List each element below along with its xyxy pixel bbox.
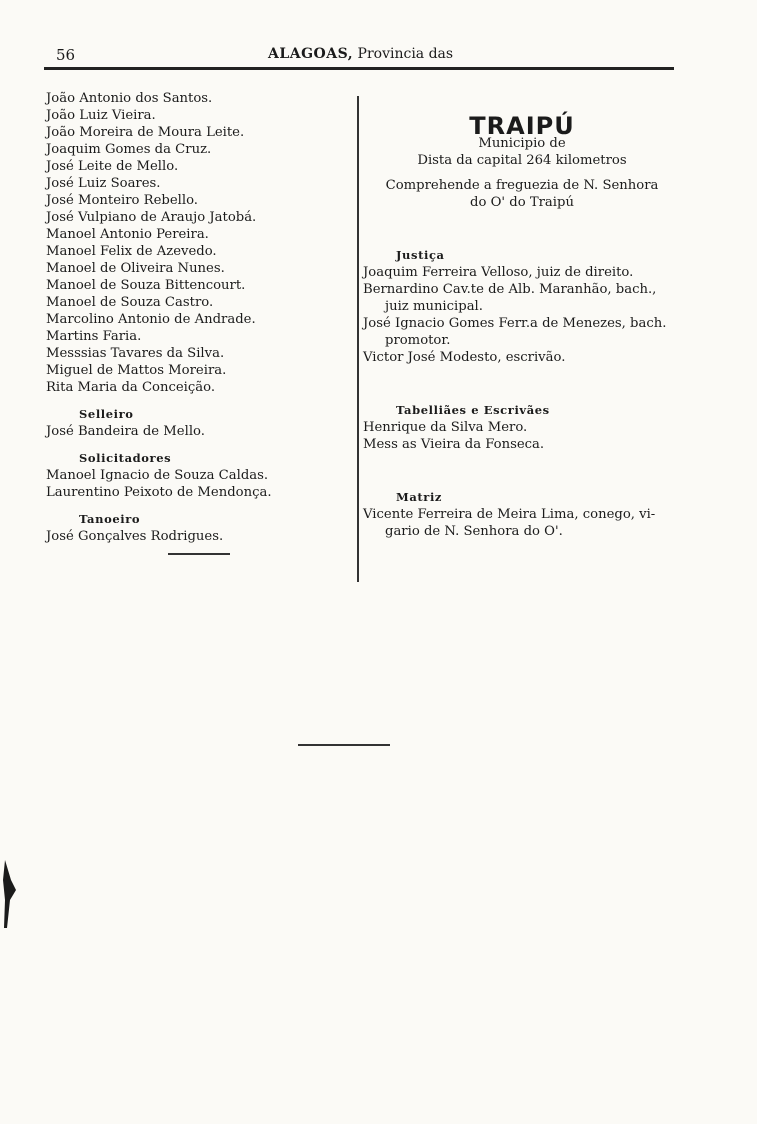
- comprehende-line-1: Comprehende a freguezia de N. Senhora: [385, 178, 659, 193]
- margin-ink-mark: [2, 860, 18, 928]
- list-item: José Bandeira de Mello.: [46, 424, 205, 439]
- list-item: José Monteiro Rebello.: [46, 193, 198, 208]
- list-item: João Antonio dos Santos.: [46, 91, 213, 106]
- list-item: Joaquim Gomes da Cruz.: [46, 142, 212, 157]
- distance-line: Dista da capital 264 kilometros: [417, 153, 627, 168]
- list-item: Miguel de Mattos Moreira.: [46, 363, 227, 378]
- list-item: José Luiz Soares.: [46, 176, 161, 191]
- list-item: Manoel de Oliveira Nunes.: [46, 261, 225, 276]
- column-divider: [357, 96, 359, 582]
- section-title: Tanoeiro: [79, 512, 141, 526]
- list-item: Messsias Tavares da Silva.: [46, 346, 225, 361]
- list-item: Bernardino Cav.te de Alb. Maranhão, bach.,: [363, 282, 657, 297]
- header-rule: [44, 67, 674, 70]
- page-number: 56: [56, 46, 76, 64]
- running-title-rest: Provincia das: [357, 46, 454, 62]
- list-item: Laurentino Peixoto de Mendonça.: [46, 485, 272, 500]
- list-item: Mess as Vieira da Fonseca.: [363, 437, 545, 452]
- list-item: José Vulpiano de Araujo Jatobá.: [46, 210, 257, 225]
- right-column: [363, 90, 681, 540]
- running-title: [268, 46, 453, 62]
- list-item: Joaquim Ferreira Velloso, juiz de direito.: [363, 265, 634, 280]
- list-item: Victor José Modesto, escrivão.: [363, 350, 566, 365]
- section-tanoeiro: [46, 511, 346, 545]
- section-title: Selleiro: [79, 407, 134, 421]
- left-column: [46, 90, 346, 555]
- list-item: Martins Faria.: [46, 329, 142, 344]
- place-title: TRAIPÚ: [469, 112, 575, 140]
- section-matriz: [363, 489, 681, 540]
- section-title: Tabelliães e Escrivães: [396, 403, 550, 417]
- section-end-rule: [168, 553, 230, 555]
- section-title: Justiça: [396, 248, 445, 262]
- list-item: Henrique da Silva Mero.: [363, 420, 528, 435]
- list-item: juiz municipal.: [385, 299, 483, 314]
- list-item: José Gonçalves Rodrigues.: [46, 529, 224, 544]
- list-item: João Moreira de Moura Leite.: [46, 125, 245, 140]
- section-title: Solicitadores: [79, 451, 172, 465]
- section-selleiro: [46, 406, 346, 440]
- list-item: promotor.: [385, 333, 451, 348]
- list-item: Vicente Ferreira de Meira Lima, conego, vi-: [363, 507, 656, 522]
- list-item: Manoel Antonio Pereira.: [46, 227, 209, 242]
- page-end-rule: [298, 744, 390, 746]
- list-item: gario de N. Senhora do O'.: [385, 524, 563, 539]
- section-tabelliaes: [363, 402, 681, 453]
- list-item: Marcolino Antonio de Andrade.: [46, 312, 256, 327]
- comprehende-line-2: do O' do Traipú: [470, 195, 574, 210]
- list-item: Manoel de Souza Castro.: [46, 295, 214, 310]
- list-item: José Ignacio Gomes Ferr.a de Menezes, bach.: [363, 316, 667, 331]
- section-justica: [363, 247, 681, 366]
- section-solicitadores: [46, 450, 346, 501]
- list-item: Manoel Felix de Azevedo.: [46, 244, 217, 259]
- list-item: João Luiz Vieira.: [46, 108, 156, 123]
- municipio-label: Municipio de: [478, 136, 566, 151]
- list-item: Manoel Ignacio de Souza Caldas.: [46, 468, 269, 483]
- page-header: [42, 44, 674, 66]
- list-item: Rita Maria da Conceição.: [46, 380, 216, 395]
- running-title-bold: ALAGOAS,: [268, 46, 354, 62]
- section-title: Matriz: [396, 490, 443, 504]
- list-item: José Leite de Mello.: [46, 159, 179, 174]
- list-item: Manoel de Souza Bittencourt.: [46, 278, 246, 293]
